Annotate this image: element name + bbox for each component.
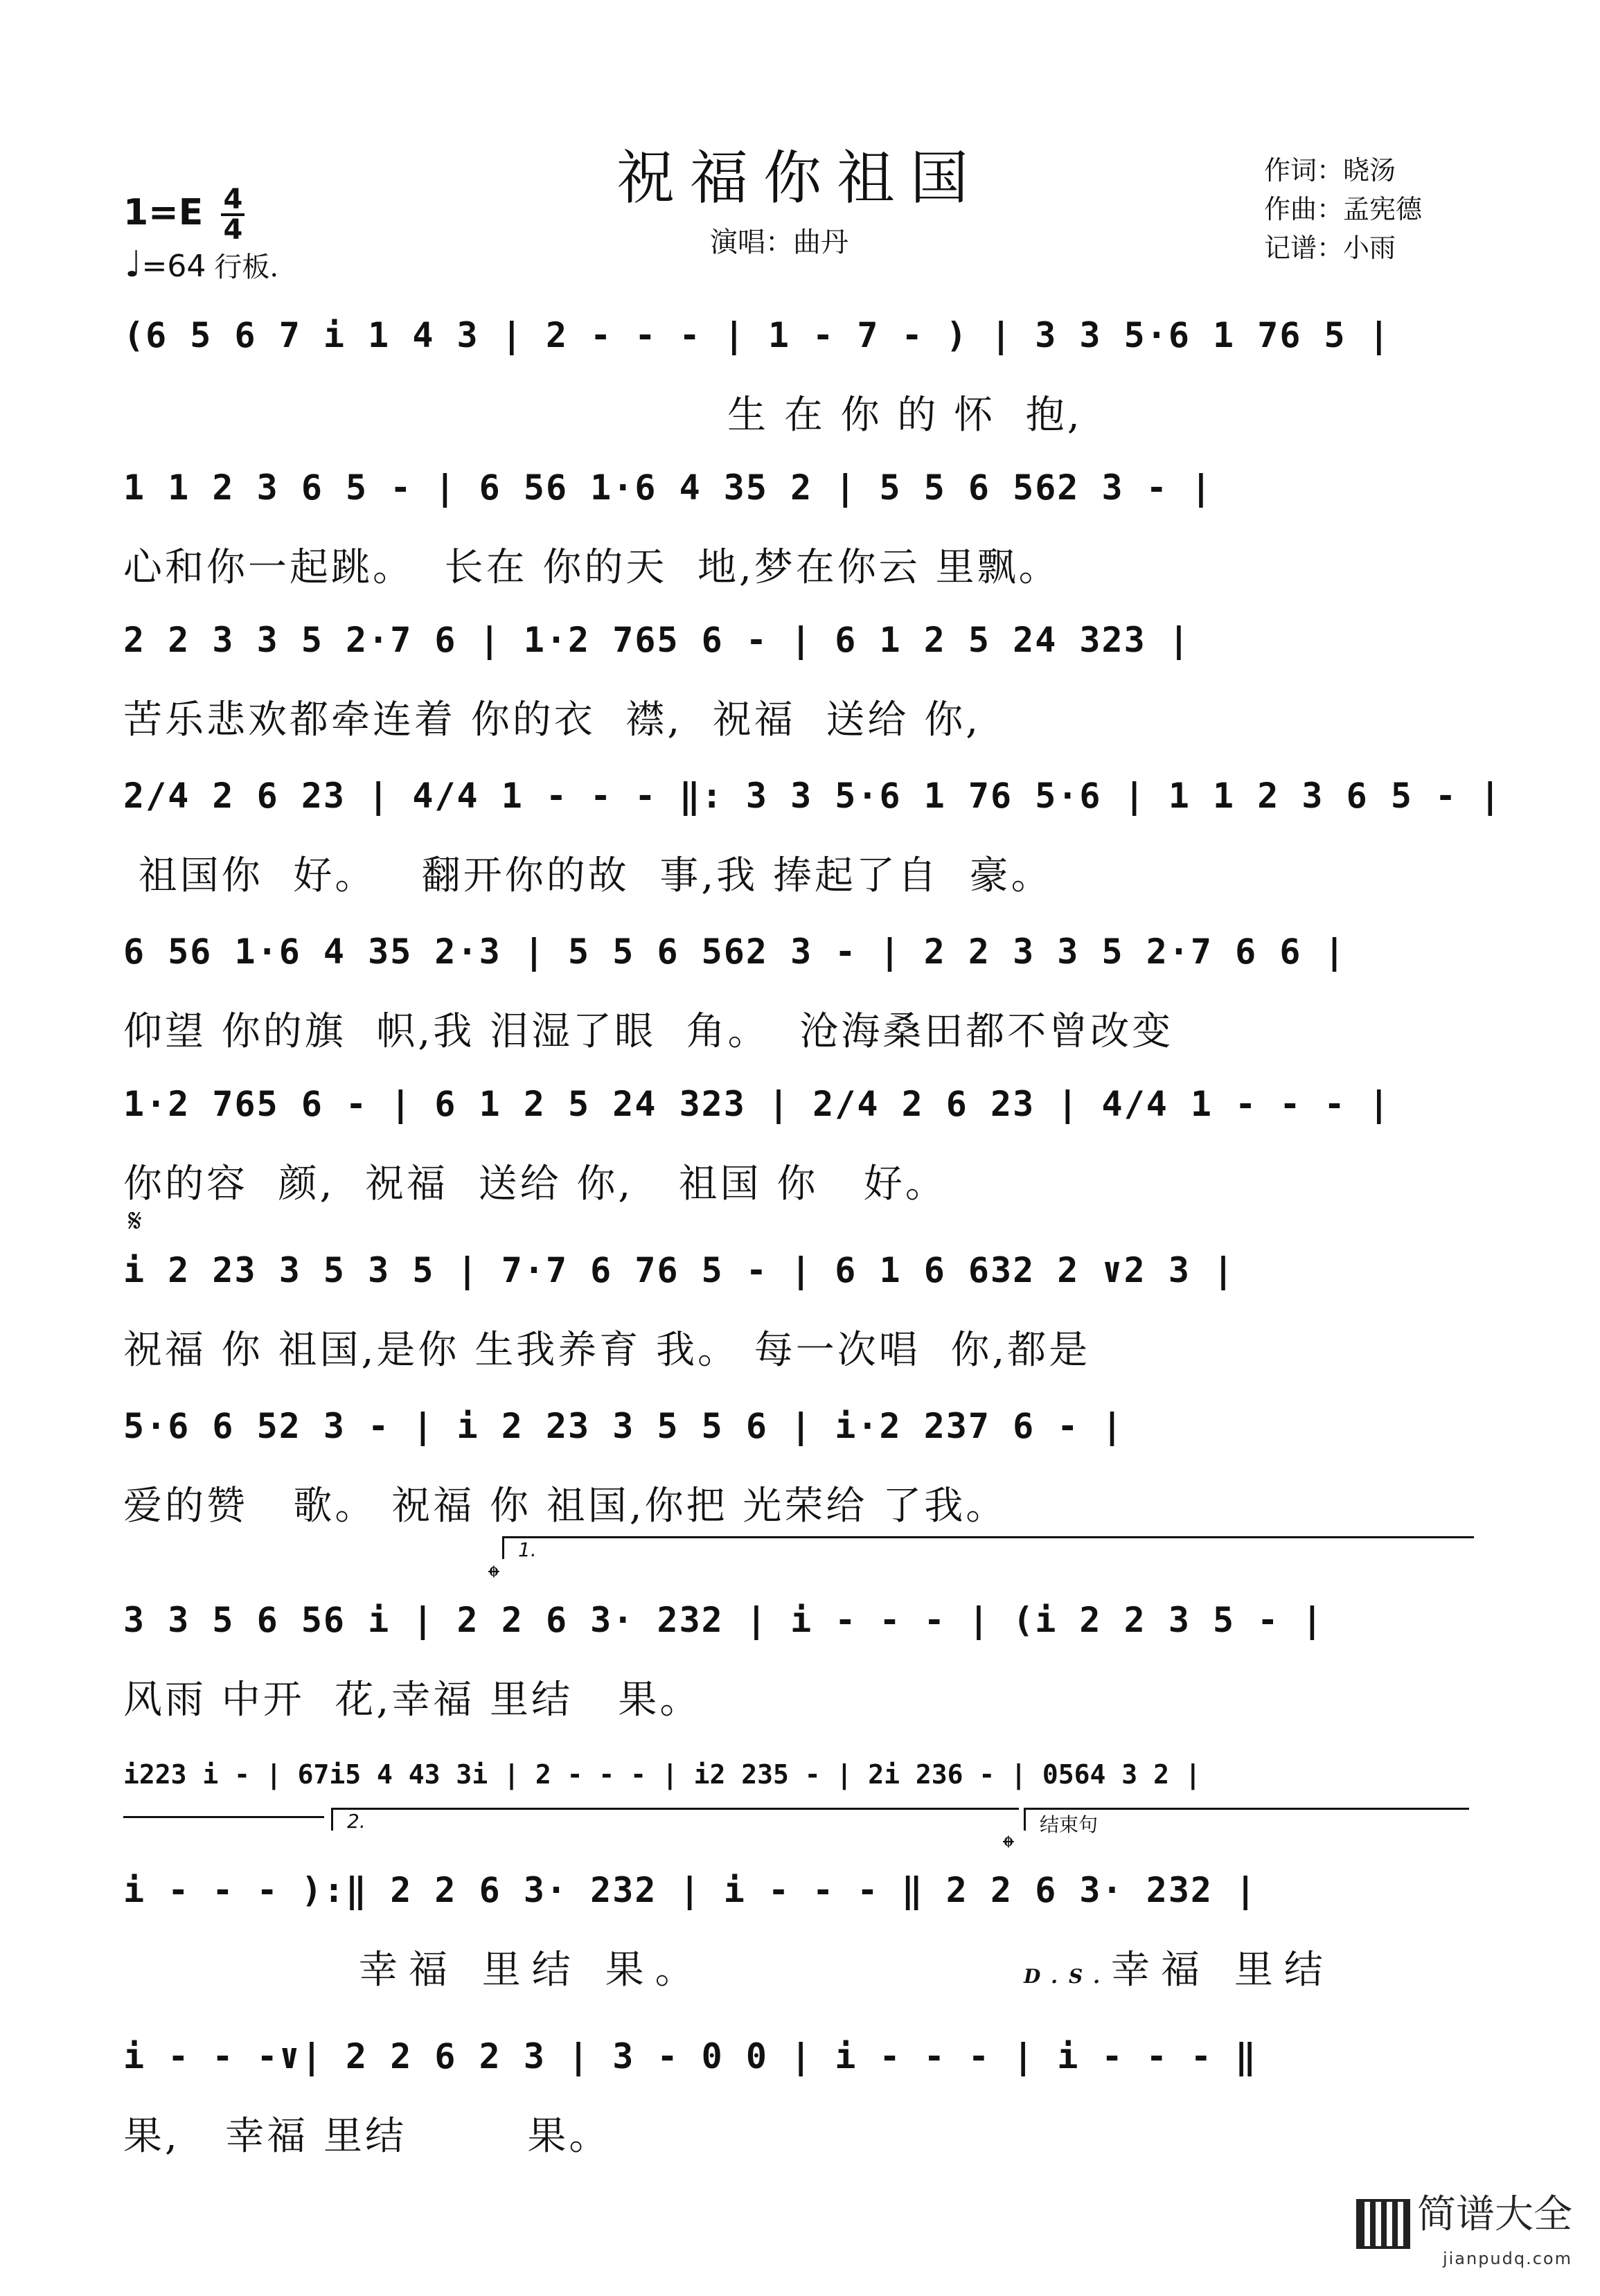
ending-label: 结束句: [1040, 1813, 1099, 1836]
lyrics-line-4: 祖国你 好。 翻开你的故 事,我 捧起了自 豪。: [123, 853, 1053, 898]
notes-line-8: 5·6 6 52 3 - | i 2 23 3 5 5 6 | i·2 237 6 - |: [123, 1406, 1124, 1446]
time-top: 4: [223, 184, 243, 215]
volta-1-label: 1.: [518, 1538, 537, 1561]
lyrics-line-9: 风雨 中开 花,幸福 里结 果。: [123, 1677, 702, 1723]
volta-2-label: 2.: [347, 1810, 366, 1833]
watermark-url: jianpudq.com: [1442, 2249, 1572, 2268]
tempo-value: =64: [141, 249, 206, 284]
lyrics-line-10: [123, 1939, 1467, 2119]
transcriber: 记谱：小雨: [1264, 233, 1396, 263]
time-bottom: 4: [223, 214, 243, 246]
notes-line-7: i 2 23 3 5 3 5 | 7·7 6 76 5 - | 6 1 6 632 2 ∨2 3 |: [123, 1250, 1236, 1290]
ds-lyrics: 幸福 里结: [1111, 1948, 1334, 1993]
coda-icon-2: 𝄌: [1003, 1828, 1014, 1866]
watermark: [1356, 2184, 1572, 2269]
credits-block: [1264, 151, 1422, 267]
quarter-note-icon: ♩: [125, 244, 142, 285]
ending-bracket: [1024, 1808, 1469, 1836]
divider-rule: [123, 1816, 324, 1818]
tempo-term: 行板.: [214, 251, 279, 283]
key-signature: [123, 186, 245, 244]
ds-mark: [1024, 1939, 1334, 1995]
segno-icon: 𝄋: [128, 1202, 142, 1239]
notes-line-3: 2 2 3 3 5 2·7 6 | 1·2 765 6 - | 6 1 2 5 24 323 |: [123, 620, 1191, 660]
lyrics-line-8: 爱的赞 歌。 祝福 你 祖国,你把 光荣给 了我。: [123, 1484, 1008, 1529]
key-label: 1=E: [123, 192, 204, 233]
notes-line-10: i - - - ):‖ 2 2 6 3· 232 | i - - - ‖ 2 2 6 3· 232 |: [123, 1870, 1258, 1910]
tempo-marking: [125, 244, 278, 285]
lyrics-line-6: 你的容 颜, 祝福 送给 你, 祖国 你 好。: [123, 1162, 947, 1207]
song-title: 祝福你祖国: [616, 144, 984, 212]
coda-icon: 𝄌: [488, 1558, 499, 1596]
piano-logo-icon: [1356, 2199, 1410, 2249]
time-signature: [221, 186, 245, 244]
lyricist: 作词：晓汤: [1264, 155, 1396, 186]
lyrics-line-1: 生 在 你 的 怀 抱,: [123, 393, 1083, 438]
lyrics-line-10-a: 幸福 里结 果。: [359, 1948, 705, 1993]
lyrics-line-11: 果, 幸福 里结 果。: [123, 2114, 611, 2159]
ds-label: D.S.: [1024, 1965, 1112, 1988]
lyrics-line-3: 苦乐悲欢都牵连着 你的衣 襟, 祝福 送给 你,: [123, 697, 981, 742]
composer: 作曲：孟宪德: [1264, 194, 1423, 224]
interlude-line: i223 i - | 67i5 4 43 3i | 2 - - - | i2 235 - | 2i 236 - | 0564 3 2 |: [123, 1759, 1201, 1790]
watermark-brand: 简谱大全: [1417, 2191, 1572, 2237]
notes-line-11: i - - -∨| 2 2 6 2 3 | 3 - 0 0 | i - - - | i - - - ‖: [123, 2036, 1258, 2076]
lyrics-line-7: 祝福 你 祖国,是你 生我养育 我。 每一次唱 你,都是: [123, 1328, 1091, 1373]
notes-line-1: (6 5 6 7 i 1 4 3 | 2 - - - | 1 - 7 - ) | 3 3 5·6 1 76 5 |: [123, 315, 1391, 355]
first-ending-bracket: [502, 1536, 1474, 1559]
lyrics-line-2: 心和你一起跳。 长在 你的天 地,梦在你云 里飘。: [123, 545, 1060, 590]
notes-line-4: 2/4 2 6 23 | 4/4 1 - - - ‖: 3 3 5·6 1 76 5·6 | 1 1 2 3 6 5 - |: [123, 776, 1502, 816]
notes-line-2: 1 1 2 3 6 5 - | 6 56 1·6 4 35 2 | 5 5 6 562 3 - |: [123, 468, 1214, 508]
second-ending-bracket: [331, 1808, 1019, 1831]
notes-line-6: 1·2 765 6 - | 6 1 2 5 24 323 | 2/4 2 6 23 | 4/4 1 - - - |: [123, 1084, 1391, 1124]
lyrics-line-5: 仰望 你的旗 帜,我 泪湿了眼 角。 沧海桑田都不曾改变: [123, 1009, 1174, 1054]
singer: 演唱：曲丹: [710, 226, 848, 258]
notes-line-9: 3 3 5 6 56 i | 2 2 6 3· 232 | i - - - | (i 2 2 3 5 - |: [123, 1600, 1324, 1640]
notes-line-5: 6 56 1·6 4 35 2·3 | 5 5 6 562 3 - | 2 2 3 3 5 2·7 6 6 |: [123, 932, 1346, 972]
